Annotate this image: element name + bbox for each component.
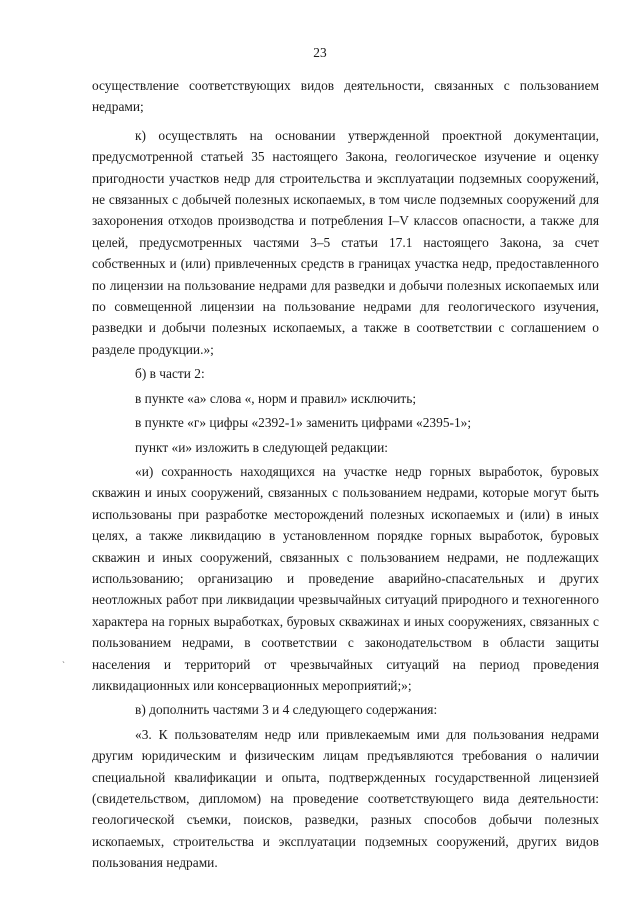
paragraph-point-a: в пункте «а» слова «, норм и правил» исключить; bbox=[135, 390, 417, 406]
body-text bbox=[92, 75, 599, 874]
paragraph-item-i-text: «и) сохранность находящихся на участке недр горных выработок, буровых скважин и иных сооружений, связанных с пользованием недрами, которые могут быть использованы при разработке месторождений полезных ископаемых и (или) в иных целях, а также ликвидацию в установленном порядке горных выработок, буровых скважин и иных сооружений, связанных с пользованием недрами, не подлежащих использованию; организацию и проведение аварийно-спасательных и других неотложных работ при ликвидации чрезвычайных ситуаций природного и техногенного характера на горных выработках, буровых скважинах и иных сооружениях, связанных с пользованием недрами, в соответствии с законодательством в области защиты населения и территорий от чрезвычайных ситуаций на период проведения ликвидационных или консервационных мероприятий;»; bbox=[92, 463, 599, 693]
paragraph-item-k: к) осуществлять на основании утвержденной проектной документации, предусмотренной статьей 35 настоящего Закона, геологическое изучение и оценку пригодности участков недр для строительства и эксплуатации подземных сооружений, не связанных с добычей полезных ископаемых, в том числе подземных сооружений для захоронения отходов производства и потребления I–V классов опасности, а также для целей, предусмотренных частями 3–5 статьи 17.1 настоящего Закона, за счет собственных и (или) привлеченных средств в границах участка недр, предоставленного по лицензии на пользование недрами для разведки и добычи полезных ископаемых или по совмещенной лицензии на пользование недрами для геологического изучения, разведки и добычи полезных ископаемых, а также в соответствии с соглашением о разделе продукции.»; bbox=[92, 127, 599, 357]
paragraph-item-b: б) в части 2: bbox=[135, 366, 205, 382]
paragraph-point-g: в пункте «г» цифры «2392-1» заменить цифрами «2395-1»; bbox=[135, 415, 472, 431]
page-number: 23 bbox=[313, 45, 327, 60]
margin-mark: ` bbox=[62, 660, 65, 670]
paragraph-part-3: «3. К пользователям недр или привлекаемым ими для пользования недрами другим юридическим и физическим лицам предъявляются требования о наличии специальной квалификации и опыта, подтвержденных государственной лицензией (свидетельством, дипломом) на проведение соответствующего вида деятельности: геологической съемки, поисков, разведки, разных способов добычи полезных ископаемых, строительства и эксплуатации подземных сооружений, других видов пользования недрами. bbox=[92, 726, 599, 871]
paragraph-point-i: пункт «и» изложить в следующей редакции: bbox=[135, 439, 388, 455]
paragraph-item-v: в) дополнить частями 3 и 4 следующего содержания: bbox=[135, 702, 438, 718]
paragraph-continuation: осуществление соответствующих видов деятельности, связанных с пользованием недрами; bbox=[92, 78, 599, 115]
